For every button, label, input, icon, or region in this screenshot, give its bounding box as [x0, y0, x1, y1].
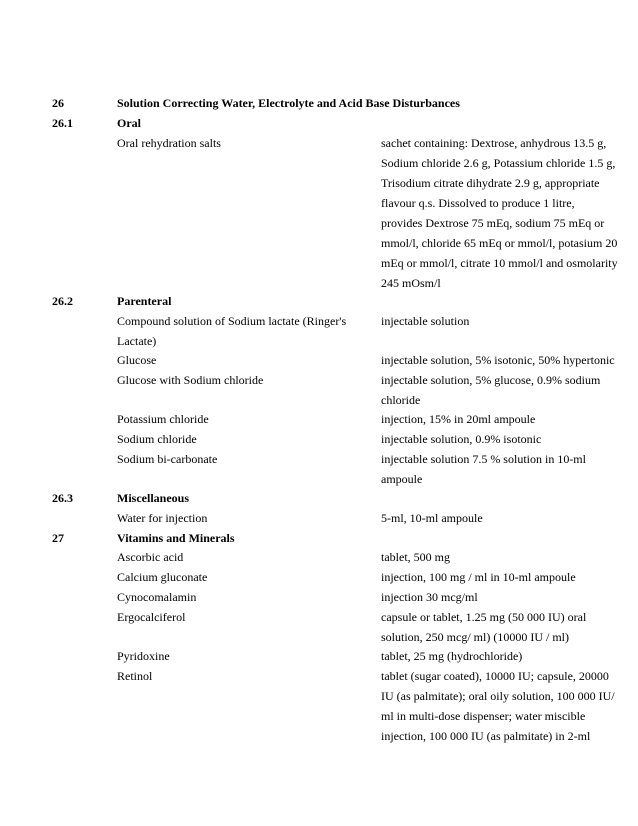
item-form: tablet, 500 mg [381, 550, 450, 564]
item-name: Glucose with Sodium chloride [117, 373, 264, 387]
section-title: Vitamins and Minerals [117, 531, 235, 545]
section-number: 27 [52, 531, 64, 545]
item-form: tablet, 25 mg (hydrochloride) [381, 649, 523, 663]
item-name: Pyridoxine [117, 649, 170, 663]
item-form: injectable solution 7.5 % solution in 10-ml ampoule [381, 452, 586, 486]
item-form: injectable solution [381, 314, 470, 328]
item-form: injectable solution, 0.9% isotonic [381, 432, 542, 446]
section-number: 26 [52, 96, 64, 110]
item-form: injection, 15% in 20ml ampoule [381, 412, 536, 426]
section-number: 26.3 [52, 491, 73, 505]
item-name: Cynocomalamin [117, 590, 197, 604]
section-title: Oral [117, 116, 141, 130]
item-name: Ascorbic acid [117, 550, 184, 564]
item-name: Potassium chloride [117, 412, 209, 426]
section-title: Parenteral [117, 294, 172, 308]
item-name: Glucose [117, 353, 157, 367]
item-form: injectable solution, 5% isotonic, 50% hypertonic [381, 353, 615, 367]
item-name: Sodium chloride [117, 432, 197, 446]
item-name: Compound solution of Sodium lactate (Ringer's Lactate) [117, 314, 347, 348]
item-form: 5-ml, 10-ml ampoule [381, 511, 483, 525]
section-number: 26.1 [52, 116, 73, 130]
item-form: injectable solution, 5% glucose, 0.9% sodium chloride [381, 373, 601, 407]
item-name: Ergocalciferol [117, 610, 186, 624]
section-number: 26.2 [52, 294, 73, 308]
item-name: Water for injection [117, 511, 208, 525]
item-name: Sodium bi-carbonate [117, 452, 218, 466]
item-name: Calcium gluconate [117, 570, 208, 584]
item-form: injection 30 mcg/ml [381, 590, 478, 604]
item-form: injection, 100 mg / ml in 10-ml ampoule [381, 570, 576, 584]
item-name: Retinol [117, 669, 153, 683]
section-title: Solution Correcting Water, Electrolyte and Acid Base Disturbances [117, 96, 460, 110]
item-name: Oral rehydration salts [117, 136, 221, 150]
item-form: capsule or tablet, 1.25 mg (50 000 IU) oral solution, 250 mcg/ ml) (10000 IU / ml) [381, 610, 587, 644]
section-title: Miscellaneous [117, 491, 189, 505]
item-form: sachet containing: Dextrose, anhydrous 13.5 g, Sodium chloride 2.6 g, Potassium chloride 1.5 g, Trisodium citrate dihydrate 2.9 g, appropriate flavour q.s. Dissolved to produce 1 litre, provides Dextrose 75 mEq, sodium 75 mEq or mmol/l, chloride 65 mEq or mmol/l, potasium 20 mEq or mmol/l, citrate 10 mmol/l and osmolarity 245 mOsm/l [381, 136, 618, 290]
item-form: tablet (sugar coated), 10000 IU; capsule, 20000 IU (as palmitate); oral oily solution, 100 000 IU/ ml in multi-dose dispenser; water miscible injection, 100 000 IU (as palmitate) in 2-ml [381, 669, 615, 743]
